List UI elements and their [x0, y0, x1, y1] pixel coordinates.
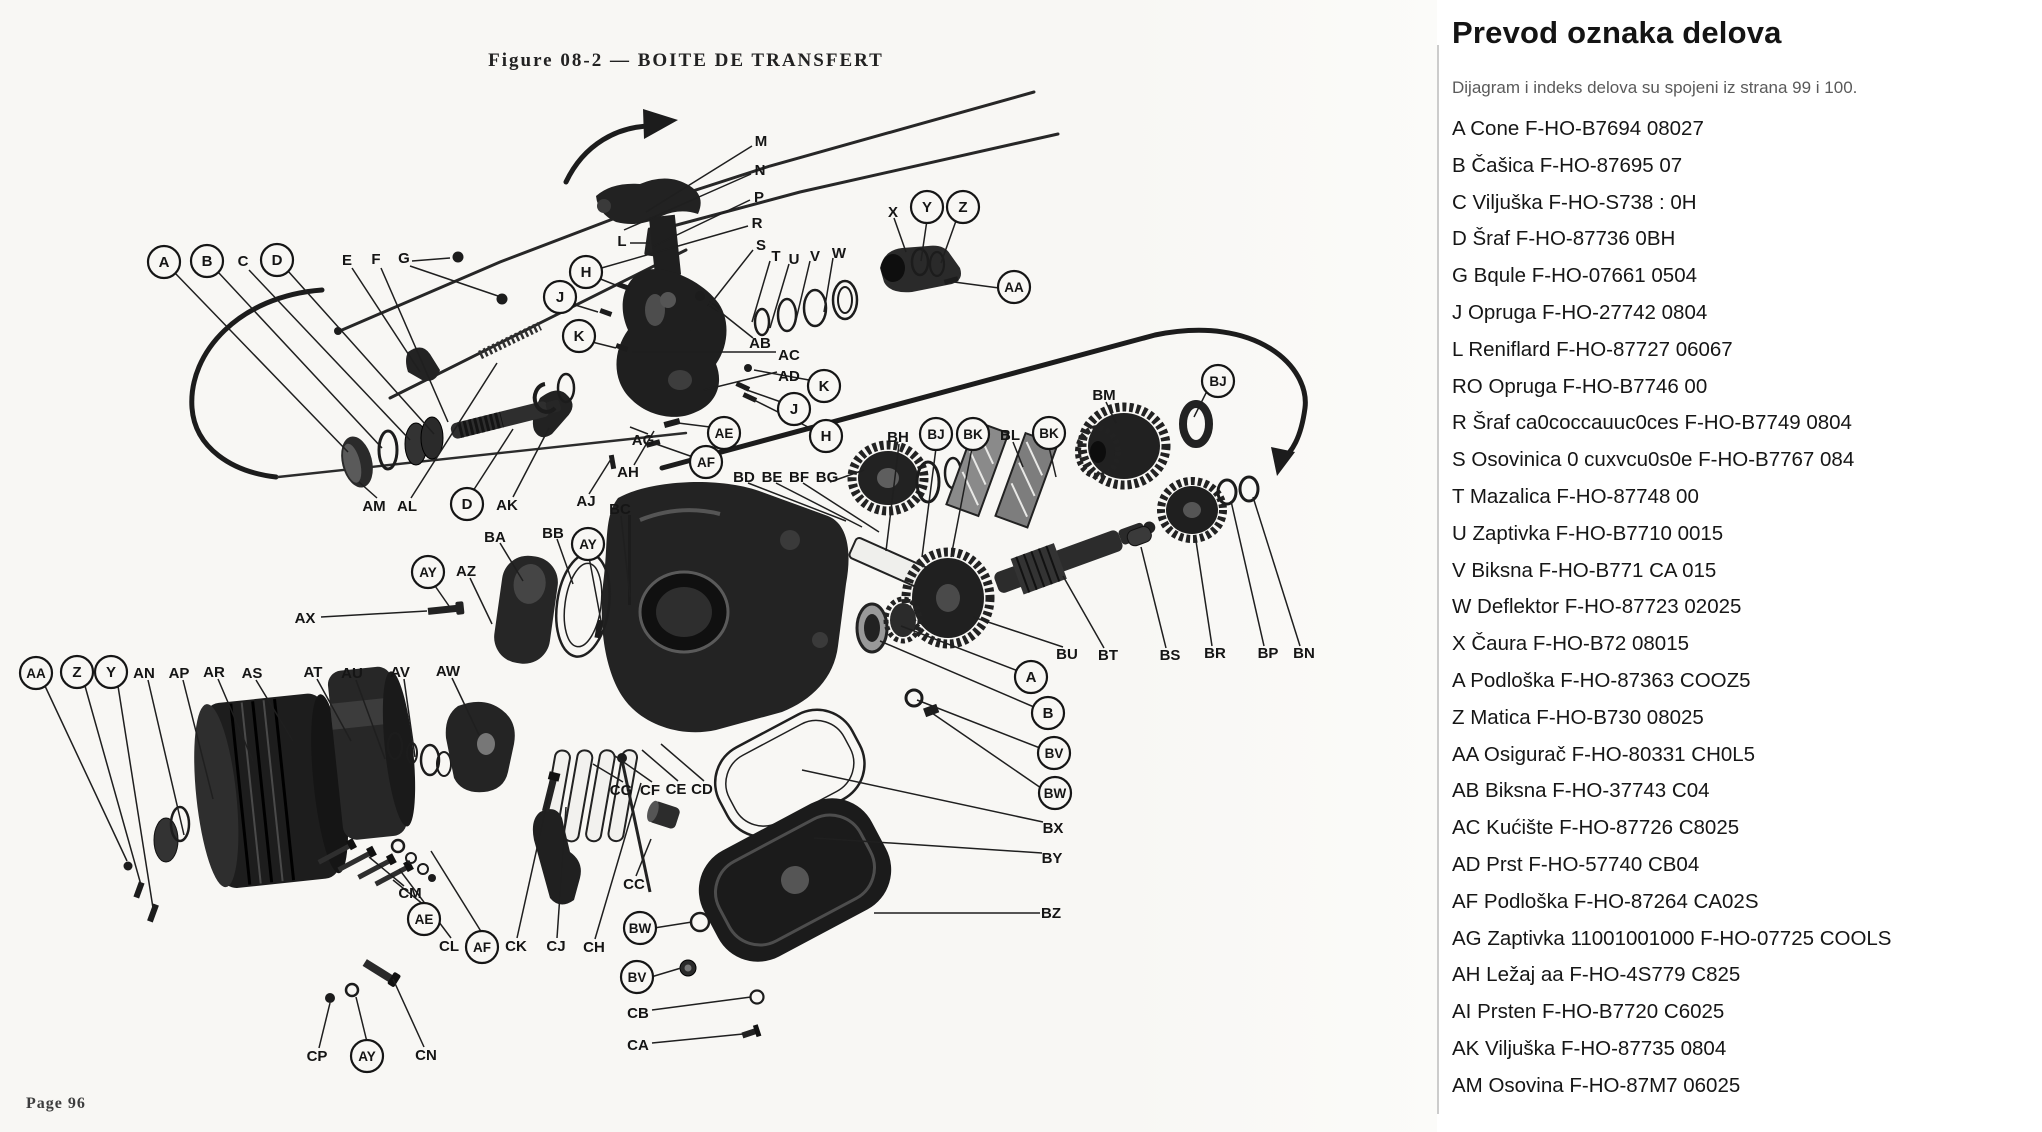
leader-line [652, 997, 751, 1010]
diagram-label-cb: CB [627, 1005, 649, 1022]
diagram-label-w: W [831, 245, 847, 262]
leader-line [356, 997, 367, 1042]
diagram-label-bj: BJ [1209, 374, 1227, 389]
diagram-label-x: X [887, 204, 899, 221]
part-line: AK Viljuška F-HO-87735 0804 [1452, 1036, 1727, 1060]
diagram-label-ae: AE [414, 912, 434, 927]
diagram-label-bh: BH [887, 429, 909, 446]
leader-line [636, 839, 651, 876]
diagram-label-ay: AY [419, 565, 437, 580]
diagram-label-a: A [158, 254, 170, 271]
leader-line [321, 611, 427, 617]
leader-line [654, 922, 692, 928]
diagram-label-ap: AP [168, 665, 190, 682]
diagram-label-cn: CN [415, 1047, 437, 1064]
diagram-label-c: C [237, 253, 249, 270]
diagram-label-bl: BL [1000, 427, 1020, 444]
diagram-label-av: AV [390, 664, 410, 681]
diagram-label-z: Z [72, 664, 82, 681]
diagram-label-bz: BZ [1041, 905, 1061, 922]
diagram-label-r: R [751, 215, 763, 232]
diagram-label-ag: AG [631, 432, 655, 449]
diagram-label-bv: BV [1044, 746, 1064, 761]
diagram-label-e: E [341, 252, 353, 269]
diagram-label-u: U [788, 251, 800, 268]
diagram-label-f: F [371, 251, 381, 268]
diagram-label-cd: CD [691, 781, 713, 798]
leader-line [1141, 547, 1166, 648]
diagram-label-y: Y [921, 199, 933, 216]
part-line: A Podloška F-HO-87363 COOZ5 [1452, 668, 1751, 692]
leader-line [880, 641, 1034, 707]
diagram-label-ah: AH [617, 464, 639, 481]
leader-line [1063, 576, 1104, 648]
leader-line [473, 429, 513, 491]
leader-line [218, 272, 382, 448]
diagram-label-bn: BN [1293, 645, 1315, 662]
leader-line [359, 482, 377, 498]
leader-line [319, 1003, 330, 1048]
part-line: AB Biksna F-HO-37743 C04 [1452, 779, 1710, 803]
leader-line [661, 744, 704, 781]
diagram-label-cg: CG [609, 782, 633, 799]
diagram-label-br: BR [1204, 645, 1226, 662]
diagram-label-t: T [771, 248, 781, 265]
diagram-label-m: M [754, 133, 768, 150]
diagram-label-ar: AR [203, 664, 225, 681]
diagram-label-d: D [271, 252, 283, 269]
part-line: R Šraf ca0coccauuc0ces F-HO-B7749 0804 [1452, 411, 1852, 435]
leader-line [770, 264, 789, 328]
part-line: X Čaura F-HO-B72 08015 [1452, 632, 1690, 656]
diagram-label-ak: AK [496, 497, 518, 514]
leader-line [651, 968, 681, 977]
leader-line [410, 266, 498, 296]
diagram-label-j: J [789, 401, 799, 418]
diagram-label-bj: BJ [927, 427, 945, 442]
leader-line [652, 1034, 743, 1043]
leader-line [894, 218, 906, 252]
diagram-label-bf: BF [789, 469, 809, 486]
diagram-label-ac: AC [778, 347, 800, 364]
diagram-label-bb: BB [542, 525, 564, 542]
leader-line [470, 578, 492, 624]
part-line: AI Prsten F-HO-B7720 C6025 [1452, 1000, 1725, 1024]
part-line: Z Matica F-HO-B730 08025 [1452, 705, 1704, 729]
leader-line [929, 711, 1041, 788]
diagram-label-cj: CJ [546, 938, 566, 955]
part-line: AM Osovina F-HO-87M7 06025 [1452, 1073, 1741, 1097]
part-line: U Zaptivka F-HO-B7710 0015 [1452, 521, 1724, 545]
part-line: AG Zaptivka 11001001000 F-HO-07725 COOLS [1452, 926, 1892, 950]
diagram-label-cp: CP [306, 1048, 328, 1065]
part-line: S Osovinica 0 cuxvcu0s0e F-HO-B7767 084 [1452, 448, 1855, 472]
leader-line [973, 617, 1063, 647]
diagram-label-ad: AD [778, 368, 800, 385]
part-line: V Biksna F-HO-B771 CA 015 [1452, 558, 1717, 582]
diagram-label-bt: BT [1098, 647, 1118, 664]
diagram-label-l: L [617, 233, 627, 250]
translation-panel [1452, 0, 2038, 1105]
diagram-label-bw: BW [1043, 786, 1067, 801]
leader-line [1253, 497, 1300, 646]
diagram-label-aj: AJ [576, 493, 596, 510]
diagram-label-h: H [580, 264, 592, 281]
part-line: J Opruga F-HO-27742 0804 [1452, 300, 1708, 324]
diagram-label-k: K [573, 328, 585, 345]
diagram-label-j: J [555, 289, 565, 306]
diagram-label-be: BE [761, 469, 783, 486]
leader-line [589, 459, 611, 494]
diagram-label-bc: BC [609, 501, 631, 518]
diagram-label-bv: BV [627, 970, 647, 985]
part-line: G Bqule F-HO-07661 0504 [1452, 264, 1697, 288]
panel-title: Prevod oznaka delova [1452, 15, 1782, 50]
leader-line [678, 423, 710, 427]
diagram-label-af: AF [473, 940, 491, 955]
diagram-label-d: D [461, 496, 473, 513]
leader-line [513, 428, 549, 497]
diagram-label-bp: BP [1257, 645, 1279, 662]
diagram-label-b: B [201, 253, 213, 270]
part-line: RO Opruga F-HO-B7746 00 [1452, 374, 1708, 398]
panel-divider [1437, 45, 1439, 1114]
diagram-label-cm: CM [398, 885, 422, 902]
part-line: AF Podloška F-HO-87264 CA02S [1452, 889, 1759, 913]
diagram-label-aa: AA [26, 666, 46, 681]
diagram-label-an: AN [133, 665, 155, 682]
leader-line [249, 270, 410, 440]
diagram-label-bd: BD [733, 469, 755, 486]
diagram-label-ay: AY [358, 1049, 376, 1064]
diagram-label-a: A [1025, 669, 1037, 686]
leader-line [954, 282, 999, 288]
diagram-label-ca: CA [627, 1037, 649, 1054]
diagram-label-h: H [820, 428, 832, 445]
diagram-label-bm: BM [1092, 387, 1116, 404]
part-line: T Mazalica F-HO-87748 00 [1452, 484, 1699, 508]
figure-title: Figure 08-2 — BOITE DE TRANSFERT [488, 50, 884, 71]
leader-line [393, 979, 424, 1047]
diagram-label-ba: BA [484, 529, 506, 546]
part-line: AC Kućište F-HO-87726 C8025 [1452, 816, 1740, 840]
diagram-label-by: BY [1041, 850, 1063, 867]
diagram-label-as: AS [241, 665, 263, 682]
part-line: C Viljuška F-HO-S738 : 0H [1452, 190, 1697, 214]
diagram-label-ck: CK [505, 938, 527, 955]
diagram-label-b: B [1042, 705, 1054, 722]
leader-line [1231, 501, 1264, 646]
diagram-label-p: P [753, 189, 765, 206]
diagram-label-ae: AE [714, 426, 734, 441]
leader-line [45, 686, 127, 861]
diagram-label-bs: BS [1159, 647, 1181, 664]
diagram-label-ch: CH [583, 939, 605, 956]
diagram-label-aa: AA [1004, 280, 1024, 295]
diagram-label-az: AZ [456, 563, 476, 580]
diagram-label-al: AL [397, 498, 417, 515]
diagram-label-k: K [818, 378, 830, 395]
diagram-label-n: N [754, 162, 766, 179]
diagram-label-au: AU [341, 665, 363, 682]
part-line: A Cone F-HO-B7694 08027 [1452, 117, 1704, 140]
leader-line [592, 342, 616, 348]
diagram-label-aw: AW [435, 663, 461, 680]
diagram-label-af: AF [697, 455, 715, 470]
part-line: W Deflektor F-HO-87723 02025 [1452, 595, 1742, 619]
leader-line [572, 304, 598, 312]
diagram-label-g: G [398, 250, 410, 267]
diagram-artwork [124, 92, 1306, 1041]
diagram-label-cl: CL [439, 938, 459, 955]
page-number: Page 96 [26, 1095, 86, 1112]
diagram-label-at: AT [303, 664, 323, 681]
diagram-label-am: AM [362, 498, 386, 515]
diagram-label-ax: AX [294, 610, 316, 627]
diagram-label-y: Y [105, 664, 117, 681]
diagram-label-ay: AY [579, 537, 597, 552]
part-line: D Šraf F-HO-87736 0BH [1452, 227, 1676, 251]
leader-line [118, 686, 153, 908]
diagram-label-bk: BK [963, 427, 983, 442]
leader-line [148, 680, 184, 835]
diagram-label-s: S [755, 237, 767, 254]
leader-line [656, 444, 693, 457]
part-line: AH Ležaj aa F-HO-4S779 C825 [1452, 963, 1741, 987]
leader-line [412, 258, 450, 261]
part-line: B Čašica F-HO-87695 07 [1452, 153, 1683, 177]
diagram-label-bu: BU [1056, 646, 1078, 663]
diagram-label-cf: CF [640, 782, 660, 799]
parts-list [1452, 111, 2038, 1105]
diagram-label-bk: BK [1039, 426, 1059, 441]
diagram-label-bx: BX [1042, 820, 1064, 837]
diagram-label-cc: CC [623, 876, 645, 893]
diagram-label-v: V [809, 248, 821, 265]
panel-subtitle: Dijagram i indeks delova su spojeni iz strana 99 i 100. [1452, 78, 1858, 97]
leader-line [1196, 541, 1212, 646]
leader-line [85, 686, 141, 885]
part-line: AA Osigurač F-HO-80331 CH0L5 [1452, 742, 1756, 766]
leader-line [917, 700, 1040, 748]
leader-line [824, 258, 833, 312]
diagram-label-ab: AB [749, 335, 771, 352]
part-line: AD Prst F-HO-57740 CB04 [1452, 852, 1700, 876]
diagram-label-bw: BW [628, 921, 652, 936]
part-line: L Reniflard F-HO-87727 06067 [1452, 337, 1733, 361]
diagram-label-z: Z [958, 199, 968, 216]
diagram-label-ce: CE [665, 781, 687, 798]
diagram-label-bg: BG [815, 469, 839, 486]
